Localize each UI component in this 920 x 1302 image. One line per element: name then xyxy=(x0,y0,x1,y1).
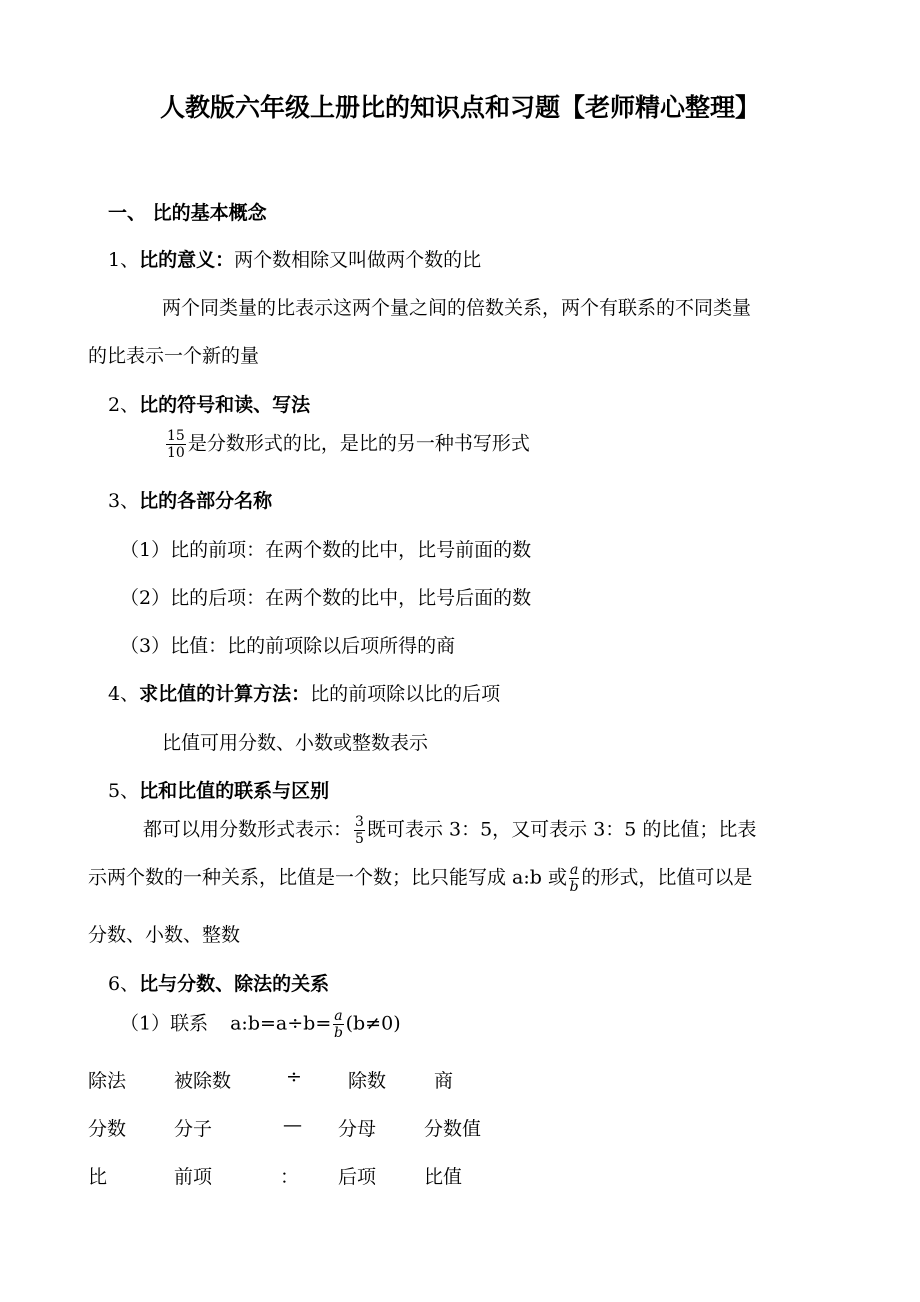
item-1 xyxy=(108,245,481,272)
item-5-label: 比和比值的联系与区别 xyxy=(139,780,330,802)
item-4-sub: 比值可用分数、小数或整数表示 xyxy=(162,732,429,754)
item-1-paragraph-line-1: 两个同类量的比表示这两个量之间的倍数关系，两个有联系的不同类量 xyxy=(162,297,752,319)
item-6-number: 6、 xyxy=(108,973,140,995)
item-3 xyxy=(108,486,272,513)
item-5 xyxy=(108,776,329,803)
item-5-line-2: 示两个数的一种关系，比值是一个数；比只能写成 a:b 或 $\frac{a}{b}$ 的形式，比值可以是 xyxy=(88,862,753,895)
item-3-sub-3: （3）比值：比的前项除以后项所得的商 xyxy=(120,635,456,657)
item-6-relation xyxy=(120,1008,401,1041)
relation-fraction-a-b: $\frac{a}{b}$ xyxy=(333,1008,343,1041)
table-cell: ÷ xyxy=(286,1066,302,1088)
item-1-number: 1、 xyxy=(108,249,140,271)
section-heading-basic-concepts: 一、 比的基本概念 xyxy=(108,202,267,224)
table-cell: 分子 xyxy=(174,1118,213,1140)
item-4-label: 求比值的计算方法： xyxy=(139,683,311,705)
fraction-3-5: $\frac{3}{5}$ xyxy=(355,814,364,847)
relation-label: （1）联系 xyxy=(120,1012,209,1035)
relation-condition: (b≠0) xyxy=(345,1012,401,1035)
table-cell: — xyxy=(283,1114,302,1136)
item-1-label: 比的意义： xyxy=(139,249,235,271)
item-3-sub-1: （1）比的前项：在两个数的比中，比号前面的数 xyxy=(120,539,532,561)
table-cell: 分母 xyxy=(338,1118,377,1140)
table-cell: 比值 xyxy=(424,1166,463,1188)
table-cell: 前项 xyxy=(174,1166,213,1188)
item-3-number: 3、 xyxy=(108,490,140,512)
fraction-a-b: $\frac{a}{b}$ xyxy=(569,862,579,895)
table-cell: 分数 xyxy=(88,1118,127,1140)
table-cell: 后项 xyxy=(338,1166,377,1188)
item-5-number: 5、 xyxy=(108,780,140,802)
item-2-text: 是分数形式的比，是比的另一种书写形式 xyxy=(187,432,530,455)
table-cell: ： xyxy=(280,1166,300,1188)
relation-expression: a:b=a÷b= xyxy=(230,1012,332,1035)
table-cell: 分数值 xyxy=(424,1118,482,1140)
page-title: 人教版六年级上册比的知识点和习题【老师精心整理】 xyxy=(159,93,760,122)
item-3-label: 比的各部分名称 xyxy=(139,490,273,512)
fraction-15-10: $\frac{15}{10}$ xyxy=(167,428,185,461)
item-2-label: 比的符号和读、写法 xyxy=(139,394,311,416)
item-6-label: 比与分数、除法的关系 xyxy=(139,973,330,995)
item-2 xyxy=(108,390,310,417)
table-cell: 除法 xyxy=(88,1070,127,1092)
table-cell: 比 xyxy=(88,1166,108,1188)
item-2-number: 2、 xyxy=(108,394,140,416)
item-5-line-3: 分数、小数、整数 xyxy=(88,924,241,946)
table-cell: 商 xyxy=(434,1070,454,1092)
item-4-number: 4、 xyxy=(108,683,140,705)
item-1-text: 两个数相除又叫做两个数的比 xyxy=(234,249,482,271)
item-1-paragraph-line-2: 的比表示一个新的量 xyxy=(88,345,260,367)
item-4-text: 比的前项除以比的后项 xyxy=(310,683,501,705)
item-3-sub-2: （2）比的后项：在两个数的比中，比号后面的数 xyxy=(120,587,532,609)
item-4 xyxy=(108,679,500,706)
table-cell: 被除数 xyxy=(174,1070,232,1092)
table-cell: 除数 xyxy=(348,1070,387,1092)
item-6 xyxy=(108,969,329,996)
item-5-line-1: 都可以用分数形式表示： $\frac{3}{5}$ 既可表示 3：5，又可表示 3：5 的比值；比表 xyxy=(143,814,757,847)
item-2-fraction-line xyxy=(164,428,530,461)
